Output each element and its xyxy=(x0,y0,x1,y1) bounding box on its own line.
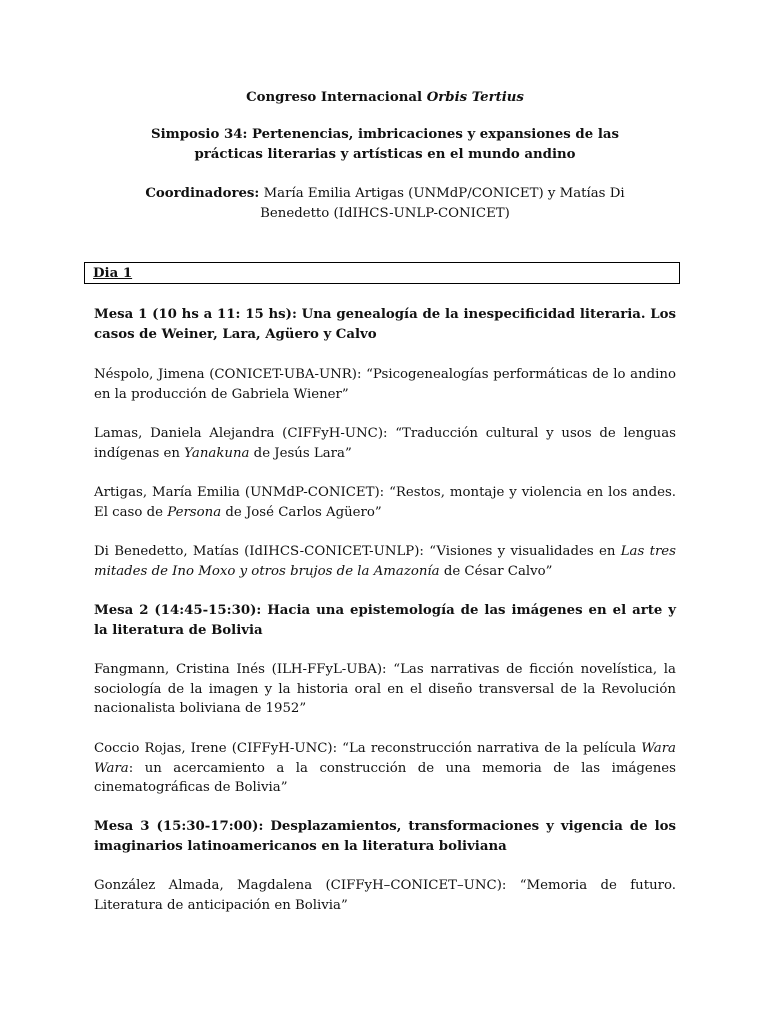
congress-prefix: Congreso Internacional xyxy=(246,90,427,105)
paper-text: de César Calvo” xyxy=(439,563,553,579)
paper-text: Lamas, Daniela Alejandra (CIFFyH-UNC): “Traducción cultural y usos de lenguas indígenas en xyxy=(94,426,676,461)
paper-text: de Jesús Lara” xyxy=(249,445,352,461)
paper-text: Coccio Rojas, Irene (CIFFyH-UNC): “La reconstrucción narrativa de la película xyxy=(94,741,642,756)
paper-text: de José Carlos Agüero” xyxy=(221,504,382,520)
symposium-title: Simposio 34: Pertenencias, imbricaciones y expansiones de las prácticas literarias y artísticas en el mundo andino xyxy=(151,127,619,162)
mesa-2-title: Mesa 2 (14:45-15:30): Hacia una epistemología de las imágenes en el arte y la literatura de Bolivia xyxy=(94,603,676,638)
paper-text: Di Benedetto, Matías (IdIHCS-CONICET-UNLP): “Visiones y visualidades en xyxy=(94,544,621,559)
mesa-2-paper-1: Fangmann, Cristina Inés (ILH-FFyL-UBA): “Las narrativas de ficción novelística, la sociología de la imagen y la historia oral en el diseño transversal de la Revolución nacionalista boliviana de 1952” xyxy=(94,662,676,716)
mesa-3-title: Mesa 3 (15:30-17:00): Desplazamientos, transformaciones y vigencia de los imaginarios latinoamericanos en la literatura boliviana xyxy=(94,819,676,854)
mesa-2-paper-2 xyxy=(94,739,676,798)
mesa-1-title: Mesa 1 (10 hs a 11: 15 hs): Una genealogía de la inespecificidad literaria. Los casos de Weiner, Lara, Agüero y Calvo xyxy=(94,307,676,342)
congress-name: Orbis Tertius xyxy=(426,90,524,105)
paper-work-title: Yanakuna xyxy=(184,445,250,461)
coordinators-text: María Emilia Artigas (UNMdP/CONICET) y Matías Di Benedetto (IdIHCS-UNLP-CONICET) xyxy=(259,186,625,221)
coordinators-label: Coordinadores: xyxy=(145,186,260,201)
paper-work-title: Las tres mitades de Ino Moxo y otros brujos de la Amazonía xyxy=(94,544,676,579)
mesa-1-paper-4 xyxy=(94,542,676,581)
mesa-3-paper-1: González Almada, Magdalena (CIFFyH–CONICET–UNC): “Memoria de futuro. Literatura de anticipación en Bolivia” xyxy=(94,878,676,913)
paper-text: Artigas, María Emilia (UNMdP-CONICET): “Restos, montaje y violencia en los andes. El caso de xyxy=(94,485,676,520)
paper-text: : un acercamiento a la construcción de una memoria de las imágenes cinematográficas de Bolivia” xyxy=(94,760,676,795)
paper-work-title: Persona xyxy=(167,504,222,520)
paper-work-title: Wara Wara xyxy=(94,741,676,776)
coordinators xyxy=(130,184,640,223)
mesa-1-paper-2 xyxy=(94,424,676,463)
mesa-1-paper-3 xyxy=(94,483,676,522)
congress-title xyxy=(94,88,676,108)
day-header-box xyxy=(84,262,680,284)
day-label: Dia 1 xyxy=(93,266,133,281)
mesa-1-paper-1: Néspolo, Jimena (CONICET-UBA-UNR): “Psicogenealogías performáticas de lo andino en la producción de Gabriela Wiener” xyxy=(94,367,676,402)
